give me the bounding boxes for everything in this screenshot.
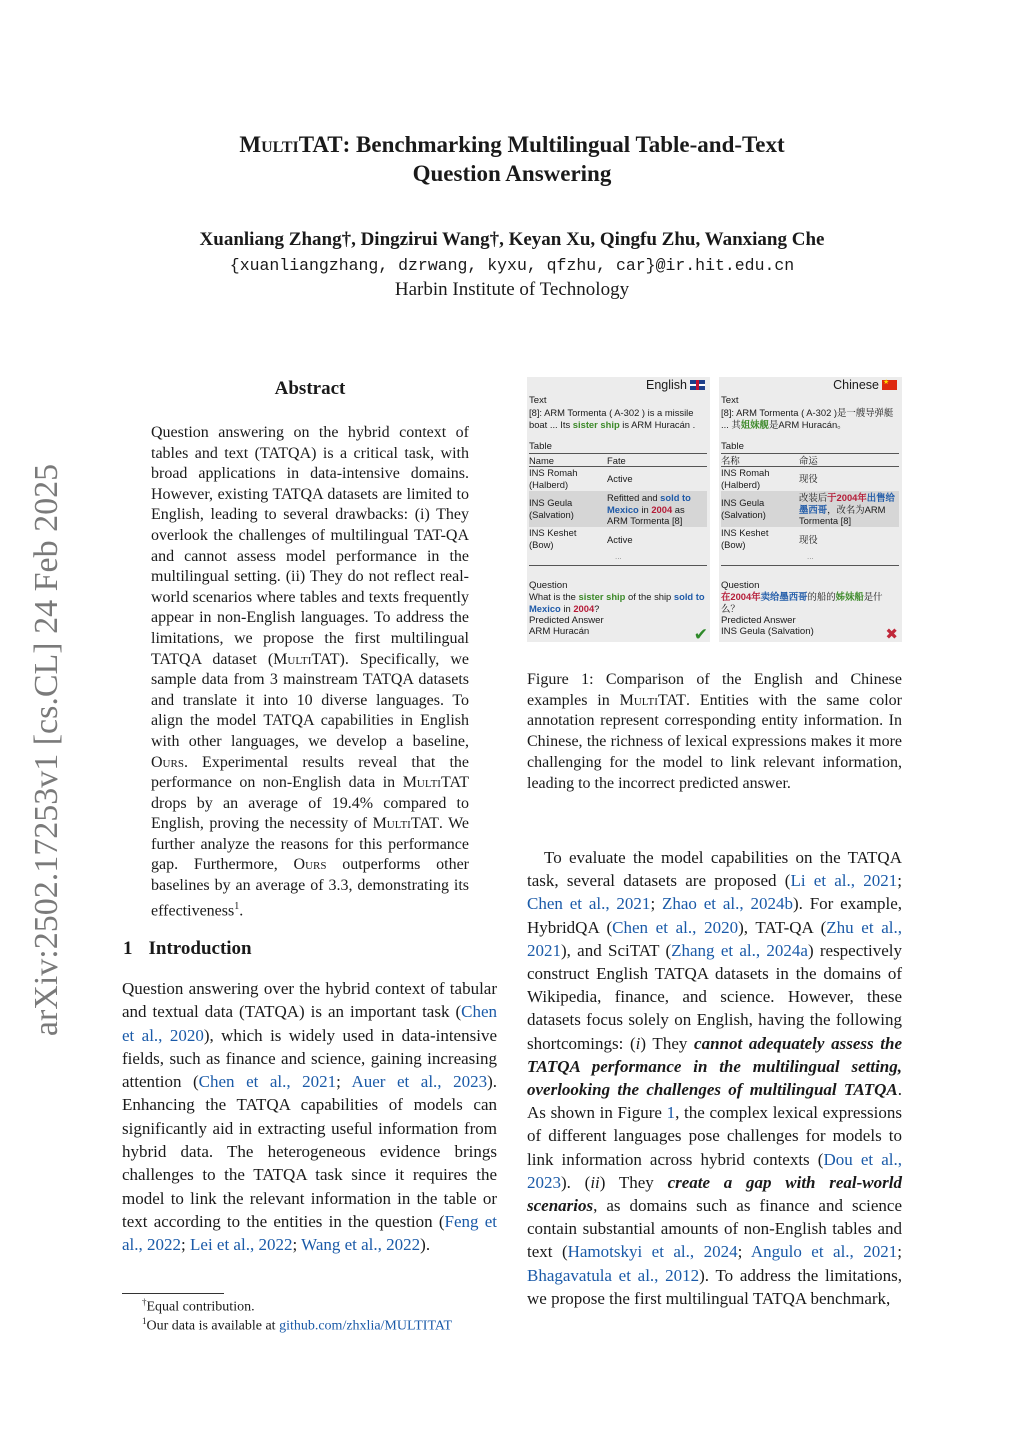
table-header-cell: Fate (607, 455, 626, 466)
figure-panel-english (527, 377, 710, 642)
text-label: Text (721, 395, 739, 406)
figure-panel-chinese (719, 377, 902, 642)
title-sc: MultiTAT (239, 132, 343, 157)
abstract-heading: Abstract (274, 378, 346, 399)
question-label: Question (721, 580, 760, 591)
table-cell: INS Keshet (Bow) (529, 527, 577, 550)
footnote-divider (122, 1293, 224, 1294)
author-list: Xuanliang Zhang†, Dingzirui Wang†, Keyan Xu, Qingfu Zhu, Wanxiang Che (199, 229, 825, 250)
citation-link[interactable]: Bhagavatula et al., 2012 (527, 1265, 700, 1285)
title-line1: : Benchmarking Multilingual Table-and-Text (342, 132, 785, 157)
table-header-cell: 名称 (721, 455, 740, 466)
table-rule (721, 453, 899, 454)
predicted-answer-label: Predicted Answer (529, 615, 604, 626)
citation-link[interactable]: Zhao et al., 2024b (662, 894, 793, 914)
citation-link[interactable]: Dou et al., 2023 (527, 1149, 902, 1192)
question-label: Question (529, 580, 568, 591)
table-rule (529, 453, 707, 454)
predicted-answer: ARM Huracán (529, 626, 590, 637)
introduction-body: Question answering over the hybrid context of tabular and textual data (TATQA) is an important task (Chen et al., 2020), which is widely used in data-intensive fields, such as finance and science, gaining increasing attention (Chen et al., 2021; Auer et al., 2023). Enhancing the TATQA capabilities of models can significantly aid in extracting useful information from hybrid data. The heterogeneous evidence brings challenges to the TATQA task since it requires the model to link the relevant information in the table or text according to the entities in the question (Feng et al., 2022; Lei et al., 2022; Wang et al., 2022). (122, 979, 497, 1255)
table-cell: INS Geula (Salvation) (721, 497, 766, 520)
table-cell: 现役 (799, 473, 818, 484)
citation-link[interactable]: Zhu et al., 2021 (527, 917, 903, 960)
section-heading-introduction: 1 Introduction (123, 938, 252, 959)
footnote-data-link: $^1$Our data is available at github.com/zhxlia/MULTITAT (142, 1316, 453, 1334)
footnote-equal-contribution: †Equal contribution. (142, 1297, 255, 1315)
github-link[interactable]: github.com/zhxlia/MULTITAT (279, 1318, 453, 1334)
arxiv-stamp: arXiv:2502.17253v1 [cs.CL] 24 Feb 2025 (28, 463, 65, 1037)
question-text: 在2004年卖给墨西哥的船的姊妹船是什么？ (721, 591, 883, 614)
predicted-answer: INS Geula (Salvation) (721, 626, 814, 637)
check-icon: ✔ (693, 624, 708, 644)
question-text: What is the sister ship of the ship sold to Mexico in 2004? (529, 591, 705, 614)
table-rule (721, 565, 899, 566)
cross-icon: ✖ (885, 625, 898, 643)
table-cell: INS Romah (Halberd) (529, 467, 578, 490)
table-cell: Refitted and sold to Mexico in 2004 as ARM Tormenta [8] (607, 492, 691, 526)
table-ellipsis: ... (807, 552, 814, 561)
citation-link[interactable]: Feng et al., 2022 (122, 1211, 497, 1255)
paper-title (0, 130, 1024, 188)
panel-text: [8]: ARM Tormenta ( A-302 )是一艘导弹艇 ... 其姐妹舰是ARM Huracán。 (721, 407, 894, 430)
citation-link[interactable]: Angulo et al., 2021 (750, 1242, 898, 1262)
title-line2: Question Answering (412, 161, 612, 186)
table-cell: INS Keshet (Bow) (721, 527, 769, 550)
right-column-body: To evaluate the model capabilities on the TATQA task, several datasets are proposed (Li et al., 2021; Chen et al., 2021; Zhao et al., 2024b). For example, HybridQA (Chen et al., 2020), TAT-QA (Zhu et al., 2021), and SciTAT (Zhang et al., 2024a) respectively construct English TATQA datasets in the domains of Wikipedia, finance, and science. However, these datasets focus solely on English, having the following shortcomings: (i) They cannot adequately assess the TATQA performance in the multilingual setting, overlooking the challenges of multilingual TATQA. As shown in Figure 1, the complex lexical expressions of different languages pose challenges for models to link information across hybrid contexts (Dou et al., 2023). (ii) They create a gap with real-world scenarios, as domains such as finance and science contain substantial amounts of non-English tables and text (Hamotskyi et al., 2024; Angulo et al., 2021; Bhagavatula et al., 2012). To address the limitations, we propose the first multilingual TATQA benchmark, (527, 848, 903, 1308)
china-flag-icon (882, 380, 897, 390)
table-header-cell: 命运 (799, 455, 818, 466)
panel-language-label: Chinese★ (833, 380, 897, 392)
panel-text: [8]: ARM Tormenta ( A-302 ) is a missile boat ... Its sister ship is ARM Huracán . (529, 407, 696, 430)
citation-link[interactable]: Lei et al., 2022 (190, 1235, 293, 1255)
citation-link[interactable]: Wang et al., 2022 (301, 1235, 421, 1255)
affiliation: Harbin Institute of Technology (394, 279, 630, 300)
author-emails: {xuanliangzhang, dzrwang, kyxu, qfzhu, car}@ir.hit.edu.cn (229, 256, 795, 275)
table-cell: 现役 (799, 534, 818, 545)
table-cell: Active (607, 473, 633, 484)
table-label: Table (529, 441, 552, 452)
text-label: Text (529, 395, 547, 406)
figure-reference-link[interactable]: 1 (666, 1103, 676, 1123)
predicted-answer-label: Predicted Answer (721, 615, 796, 626)
table-header-cell: Name (529, 455, 555, 466)
table-cell: Active (607, 534, 633, 545)
citation-link[interactable]: Chen et al., 2021 (527, 894, 651, 914)
table-rule (529, 565, 707, 566)
table-cell: INS Geula (Salvation) (529, 497, 574, 520)
panel-language-label: English (646, 380, 705, 392)
uk-flag-icon (690, 380, 705, 390)
table-cell: INS Romah (Halberd) (721, 467, 770, 490)
citation-link[interactable]: Chen et al., 2020 (612, 917, 739, 937)
citation-link[interactable]: Chen et al., 2020 (122, 1002, 497, 1045)
figure-1 (527, 377, 902, 642)
citation-link[interactable]: Zhang et al., 2024a (671, 940, 808, 960)
table-ellipsis: ... (615, 552, 622, 561)
citation-link[interactable]: Hamotskyi et al., 2024 (567, 1242, 738, 1262)
abstract-body: Question answering on the hybrid context of tables and text (TATQA) is a critical task, with broad applications in data-intensive domains. However, existing TATQA datasets are limited to English, leading to several drawbacks: (i) They overlook the challenges of multilingual TAT-QA and cannot assess model performance in the multilingual setting. (ii) They do not reflect real-world scenarios where tables and texts frequently appear in non-English languages. To address the limitations, we propose the first multilingual TATQA dataset (MultiTAT). Specifically, we sample data from 3 mainstream TATQA datasets and translate it into 10 diverse languages. To align the model TATQA capabilities in English with other languages, we develop a baseline, Ours. Experimental results reveal that the performance on non-English data in MultiTAT drops by an average of 19.4% compared to English, proving the necessity of MultiTAT. We further analyze the reasons for this performance gap. Furthermore, Ours outperforms other baselines by an average of 3.3, demonstrating its effectiveness$^1$. (151, 424, 470, 919)
citation-link[interactable]: Auer et al., 2023 (351, 1072, 488, 1092)
figure-caption: Figure 1: Comparison of the English and Chinese examples in MultiTAT. Entities with the same color annotation represent corresponding entity information. In Chinese, the richness of lexical expressions makes it more challenging for the model to link relevant information, leading to the incorrect predicted answer. (527, 671, 902, 792)
table-cell: 改装后于2004年出售给墨西哥，改名为ARM Tormenta [8] (799, 492, 895, 526)
citation-link[interactable]: Li et al., 2021 (790, 871, 898, 891)
table-label: Table (721, 441, 744, 452)
citation-link[interactable]: Chen et al., 2021 (198, 1072, 337, 1092)
